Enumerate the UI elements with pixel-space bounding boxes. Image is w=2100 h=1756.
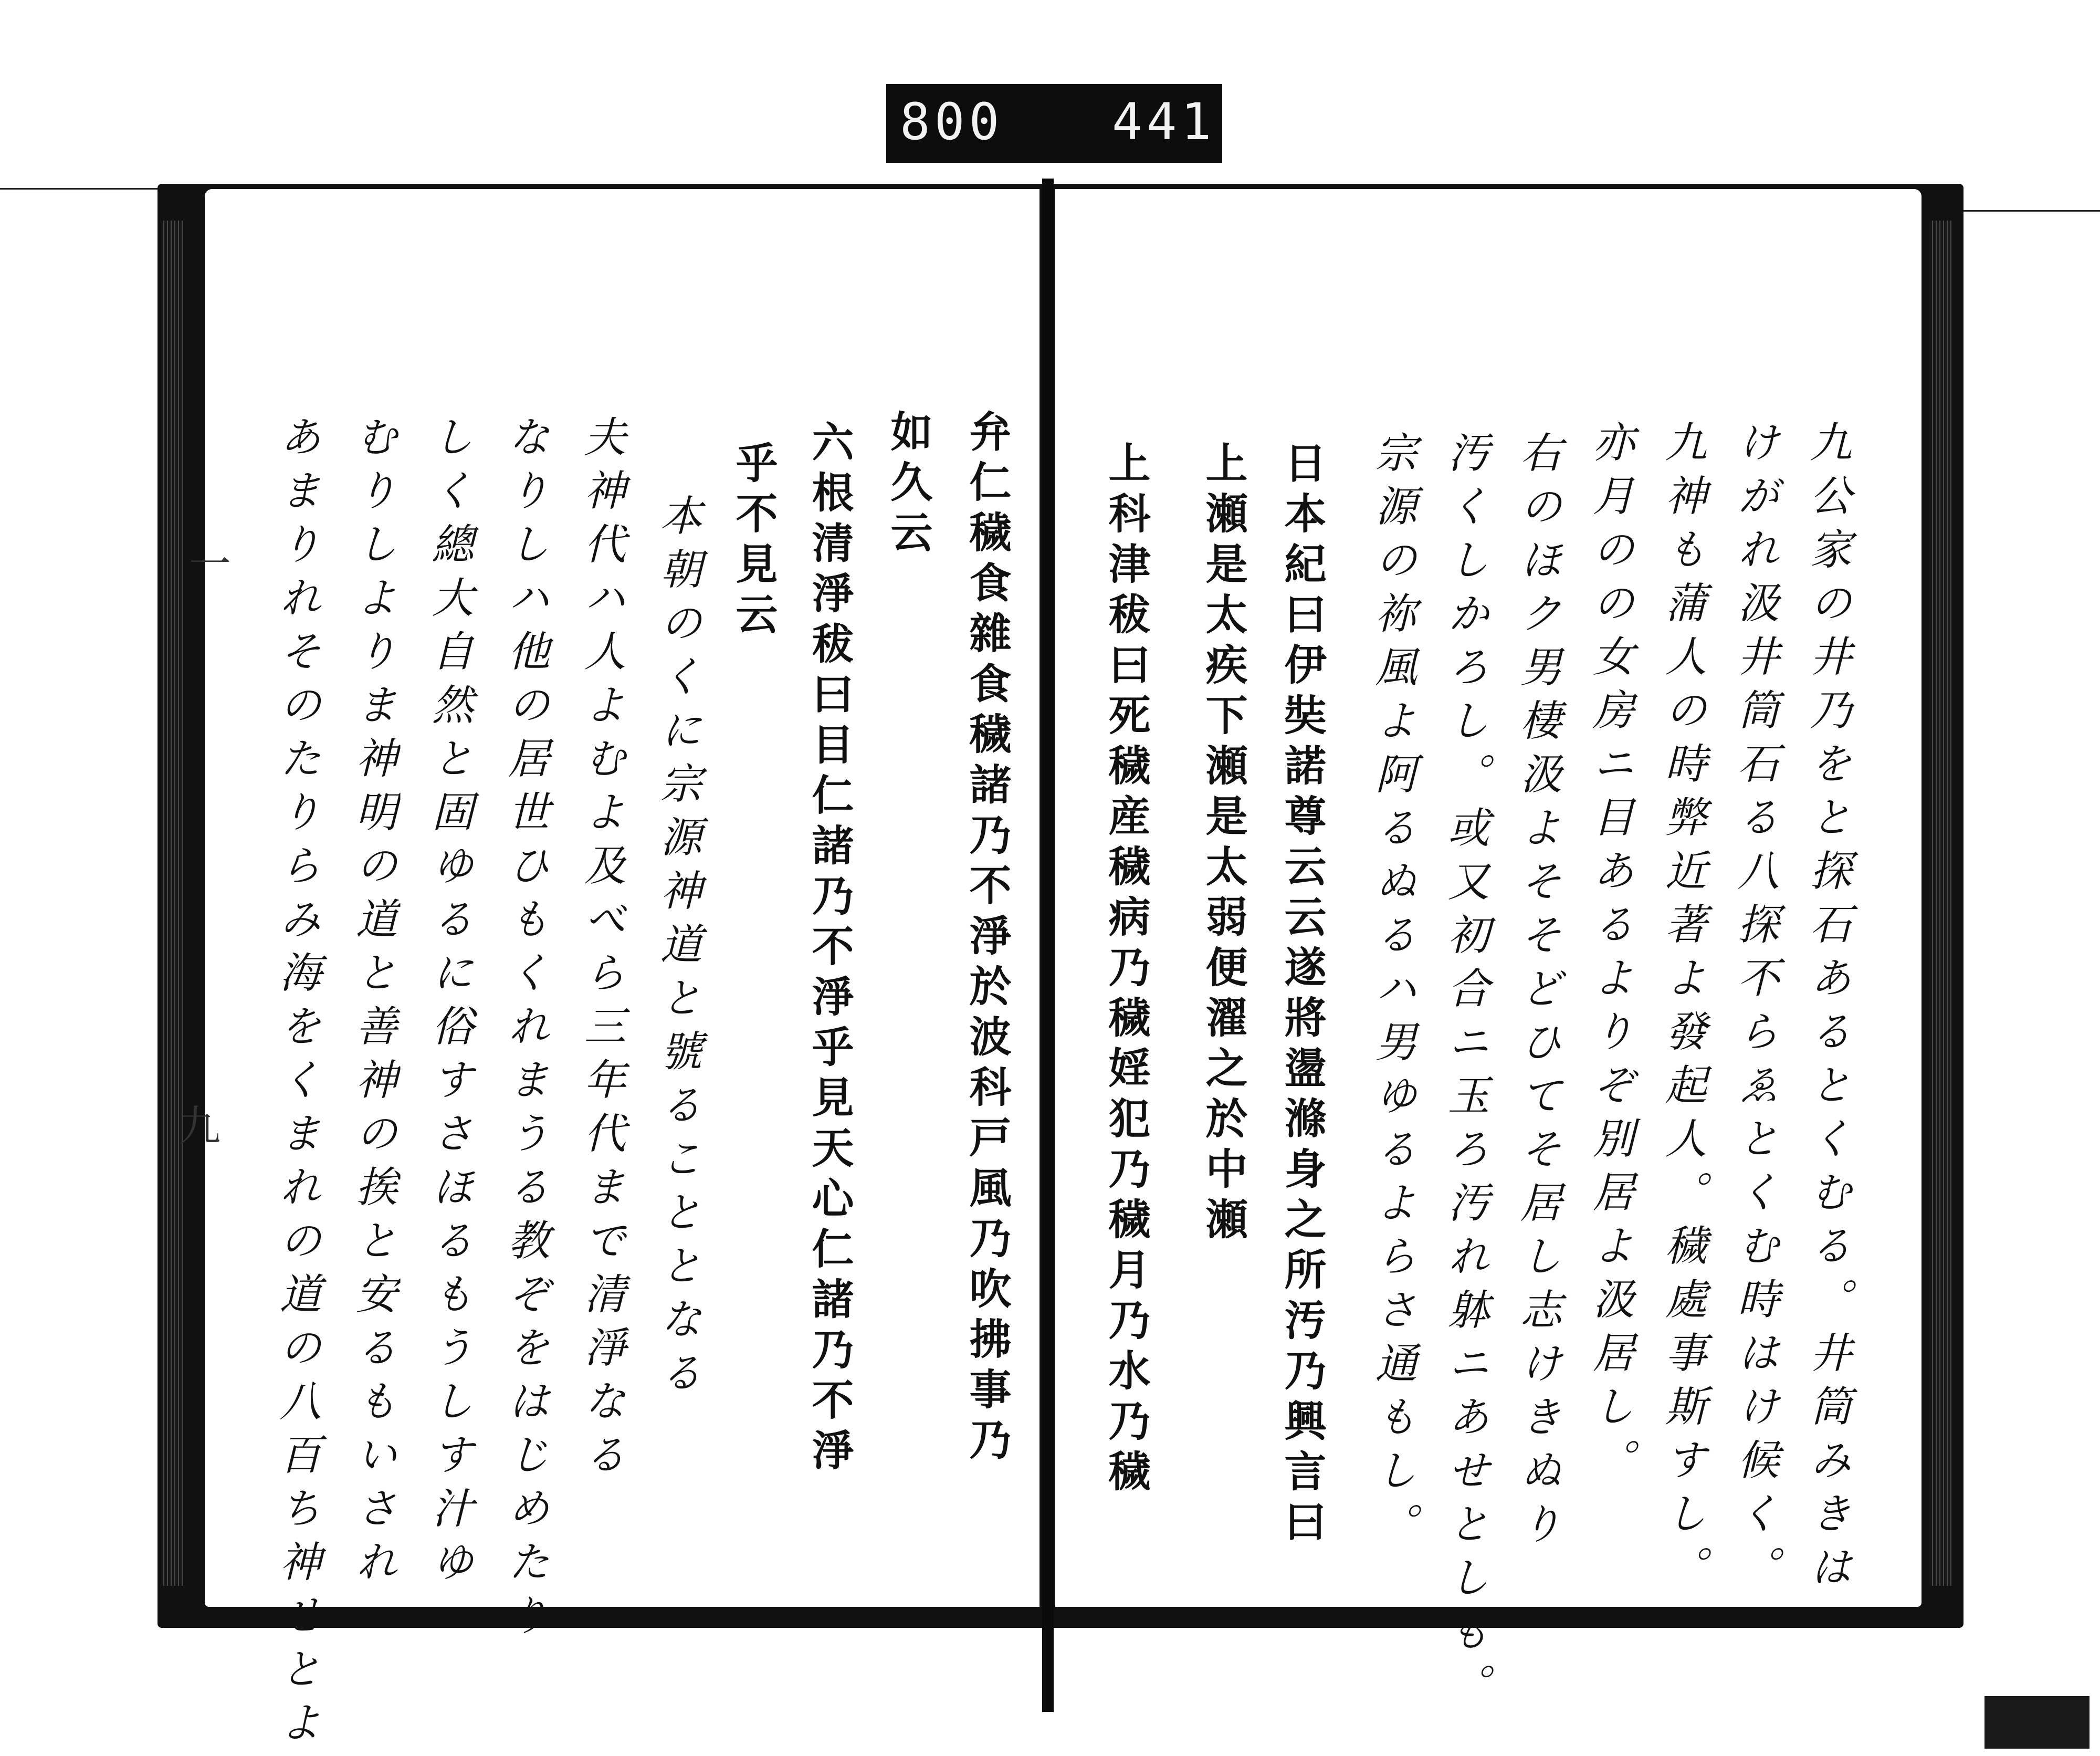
text-column: しく總大自然と固ゆるに俗すさほるもうしす汁ゆ <box>425 415 474 1593</box>
right-page-edges <box>1929 221 1951 1586</box>
text-column: 右のほク男棲汲よそそどひてそ居し志けきぬり <box>1513 431 1562 1555</box>
catalog-number-label <box>886 84 1222 163</box>
text-column: 乎不見云 <box>729 441 778 643</box>
text-column: 六根清淨秡曰目仁諸乃不淨乎見天心仁諸乃不淨 <box>805 420 854 1479</box>
text-column: むりしよりま神明の道と善神の挨と安るもいされ <box>349 415 397 1593</box>
text-column: 汚くしかろし。或又初合ニ玉ろ汚れ躰ニあせとしも。 <box>1441 431 1489 1716</box>
left-page-edges <box>161 221 183 1586</box>
text-column: 日本紀曰伊奘諾尊云云遂將盪滌身之所汚乃興言曰 <box>1277 441 1327 1550</box>
text-column: 九公家の井乃をと探石あるとくむる。井筒みきは <box>1803 420 1852 1598</box>
margin-mark: 一 <box>189 540 231 589</box>
text-column: 本朝のくに宗源神道と號ることとなる <box>653 494 702 1404</box>
text-column: 亦月のの女房ニ目あるよりぞ別居よ汲居し。 <box>1586 420 1634 1491</box>
corner-scan-mark <box>1984 1696 2090 1749</box>
book-spine <box>1042 179 1054 1712</box>
text-column: あまりれそのたりらみ海をくまれの道の八百ち神せとよ <box>272 415 321 1754</box>
text-column: なりしハ他の居世ひもくれまうる教ぞをはじめたり <box>501 415 550 1647</box>
text-column: 夫神代ハ人よむよ及べら三年代まで清淨なる <box>577 415 626 1486</box>
label-right-number: 441 <box>1112 92 1216 151</box>
text-column: 上瀬是太疾下瀬是太弱便濯之於中瀬 <box>1199 441 1248 1248</box>
label-left-number: 800 <box>900 92 1004 151</box>
margin-mark: 九 <box>178 1102 220 1151</box>
text-column: 九神も蒲人の時弊近著よ發起人。穢處事斯すし。 <box>1658 420 1707 1598</box>
text-column: 如久云 <box>884 410 933 561</box>
text-column: 弁仁穢食雜食穢諸乃不淨於波科戸風乃吹拂事乃 <box>962 410 1012 1468</box>
text-column: 上科津秡曰死穢産穢病乃穢婬犯乃穢月乃水乃穢 <box>1101 441 1151 1500</box>
text-column: けがれ汲井筒石る八探不らゑとくむ時はけ候く。 <box>1730 420 1779 1598</box>
text-column: 宗源の祢風よ阿るぬるハ男ゆるよらさ通もし。 <box>1368 431 1417 1555</box>
